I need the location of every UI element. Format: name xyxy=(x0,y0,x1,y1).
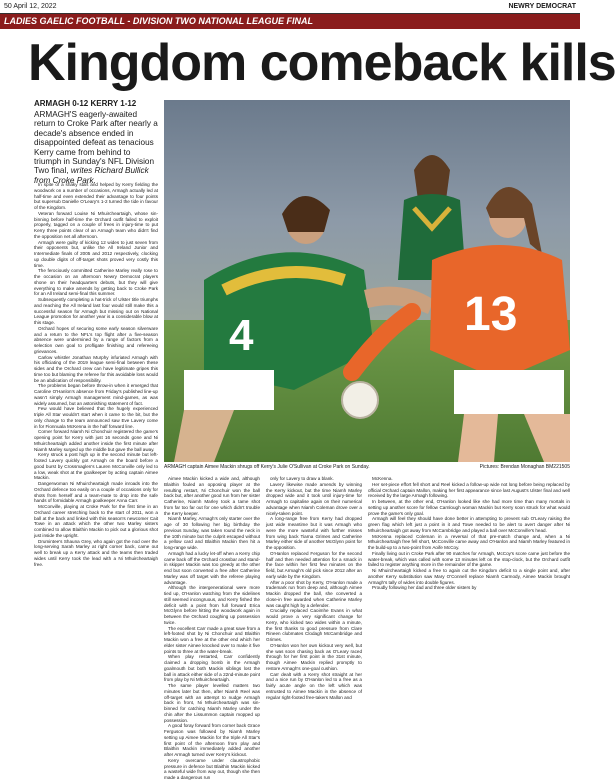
article-column-2 xyxy=(164,476,261,780)
svg-text:13: 13 xyxy=(464,288,518,341)
article-paragraph: Crucially replaced Caoimhe Evans in what would prove a very significant change for Kerry, who kicked two wides within a minute, the first thanks to good pressure from Clare Rineen clubmates Clodagh McCambridge and Grimes. xyxy=(266,608,362,642)
caption-text: ARMAGH captain Aimee Mackin shrugs off Kerry's Julie O'Sullivan at Croke Park on Sunday. xyxy=(164,464,370,470)
article-paragraph: Armagh had a lucky let-off when a Kerry chip came back off the Orchard crossbar and stand-in skipper Mackin was too greedy at the other end but soon converted a free after Catherine Marley was off target with the referee playing advantage. xyxy=(164,550,260,585)
article-paragraph: Few would have believed that the hugely experienced triple All Star wouldn't start when it came to the bit, but the only change to the team announced saw Eve Lavery come in for Fionnuala McKenna in the half forward line. xyxy=(34,406,158,429)
article-paragraph: Although the intergenerational were more tied up, O'Hanlon watching from the sidelines still seemed incongruous, and Kerry fished the deficit with a point from full forward Erica McGlynn before hitting the woodwork again in between the Orchard coughing up possession twice. xyxy=(164,585,260,625)
article-paragraph: Armagh will feel they should have done better in attempting to prevent sub O'Leary raising the green flag which left just a point in it and Towe needed to be alert to avert danger after Ni Mhuircheartaigh got away from McCambridge and played a ball over McConville's head. xyxy=(368,516,570,533)
article-paragraph: When play restarted, Carr confidently claimed a dropping bomb in the Armagh goalmouth but both Mackin siblings lost the ball in attack either side of a 22nd-minute point from play by Ni Mhuircheartaigh. xyxy=(164,654,260,683)
headline: Kingdom comeback kills xyxy=(28,34,616,92)
match-photo xyxy=(164,100,570,462)
article-paragraph: Dangerwoman Ni Mhuircheartaigh made inroads into the Orchard defence too easily on a couple of occasions only for shots from herself and a team-mate to drop into the safe hands of formidable Armagh goalkeeper Anna Carr. xyxy=(34,481,158,504)
article-paragraph: Drumintee's Shauna Grey, who again got the nod over the long-serving Sarah Marley at right corner back, came out well to break up a Kerry attack and the teams then traded wides until Kerry took the lead with a Ni Mhuircheartaigh free. xyxy=(34,538,158,567)
article-column-3 xyxy=(266,476,362,735)
masthead xyxy=(0,0,580,14)
lead-text: ARMAGH'S eagerly-awaited return to Croke Park after nearly a decade's absence ended in disappointed defeat as tenacious Kerry came from behind to triumph in Sunday's NFL Division Two final, xyxy=(34,110,158,176)
article-paragraph: Armagh were guilty of kicking 12 wides to just seven from their opponents but, unlike the All Ireland Junior and Intermediate finals of 2005 and 2012 respectively, clocking up double digits of off-target shots proved very costly this time. xyxy=(34,239,158,268)
article-paragraph: The problems began before throw-in when it emerged that Caroline O'Hanlon's absence from Friday's published line-up wasn't simply Armagh management mind-games, as was widely assumed, but an astonishing statement of fact. xyxy=(34,383,158,406)
article-paragraph: Carr dealt with a Kerry shot straight at her and a nice run by O'Hanlon led to a free as a fairly acute angle on the left which was entrusted to Aimee Mackin in the absence of regular right-footed free-takers Mallon and xyxy=(266,671,362,700)
article-paragraph: A long-range free from Kerry had dropped just wide meantime but it was Armagh who were the more wasteful with further misses from wing back Tiarna Grimes and Catherine Marley either side of another McGlynn point for the opposition. xyxy=(266,516,362,550)
article-paragraph: Finally living out in Croke Park after 90 matches for Armagh, McCoy's score came just before the water-break, which was called with some 13 minutes left on the stop-clock, but the Orchard outfit failed to register anything more in the remainder of the game. xyxy=(368,550,570,568)
article-paragraph: Kerry struck a post high up in the second minute but left-footed Lavery quickly got Armagh on the board before a good burst by Crossmaglen's Lauren McConville only led to a low, weak shot at the goalkeeper by acting captain Aimee Mackin. xyxy=(34,452,158,481)
article-paragraph: McKenna. xyxy=(372,476,393,481)
article-paragraph: A good foray forward from corner back Grace Ferguson was followed by Niamh Marley setting up Aimee Mackin for the triple All Star's first point of the afternoon from play and Blaithin Mackin immediately added another after Armagh turned over Kerry's kickout. xyxy=(164,723,260,757)
section-banner: LADIES GAELIC FOOTBALL - DIVISION TWO NATIONAL LEAGUE FINAL xyxy=(0,14,580,29)
photo-credit: Pictures: Brendan Monaghan BM221505 xyxy=(479,464,570,470)
article-paragraph: The ferociously committed Catherine Marley really rose to the occasion on an afternoon Newry Democrat players shone on their headquarters debuts, but they will give everything to make amends by getting back to Croke Park for an All Ireland semi-final this summer. xyxy=(34,268,158,297)
svg-text:4: 4 xyxy=(229,311,254,360)
paper-name: NEWRY DEMOCRAT xyxy=(508,3,576,10)
article-paragraph: Proudly following her dad and three older sisters by xyxy=(372,585,477,591)
article-paragraph: Carlow whistler Jonathan Murphy infuriated Armagh with his officiating of the 2019 league semi-final between these sides and the Orchard crew can have legitimate gripes this time too but blaming the referee for this avoidable loss would be an abdication of responsibility. xyxy=(34,354,158,383)
article-paragraph: McKenna replaced Coleman in a reversal of that pre-match change and, when a Ni Mhuircheartaigh free fell short, McConville came away and O'Hanlon and Niamh Marley featured in the build-up to a two-point from Aoife McCoy. xyxy=(368,533,570,550)
article-paragraph: Corner forward Niamh Ni Chonchuir registered the game's opening point for Kerry with just 16 seconds gone and Ni Mhuircheartaigh added another inside the first minute after Niamh Marley surged up the middle but gave the ball away. xyxy=(34,429,158,452)
article-paragraph: Lavery likewise made amends by winning the Kerry kickout, but the time Niamh Marley dropped wide and it took until injury-time for Armagh to capitalise again on their numerical advantage when Niamh Coleman drove over a nicely-taken point. xyxy=(266,481,362,516)
article-column-1 xyxy=(34,182,158,735)
article-paragraph: Niamh Marley, Armagh's only starter over the age of 30 following her big birthday the previous Sunday, was taken round the neck in the 10th minute but the culprit escaped without a yellow card and Blaithin Mackin then hit a long-range wide. xyxy=(164,516,260,550)
article-paragraph: only for Lavery to draw a blank. xyxy=(270,476,334,481)
photo-caption xyxy=(164,464,570,471)
article-paragraph: In between, at the other end, O'Hanlon looked like she had more time than many mortals in setting up another score for fellow Carnlough woman Mackin but Kerry soon struck for what would prove the game's only goal. xyxy=(368,499,570,516)
article-paragraph: O'Hanlon won her own kickout very well, but she was soon chasing back as O'Leary raced through for her first point in the 31st minute, though Aimee Mackin replied promptly to restore Armagh's one-goal cushion. xyxy=(266,642,362,671)
article-paragraph: Aimee Mackin kicked a wide and, although Blaithin fouled an opposing player at the resulting restart, Ni Chonchuir won the ball back but, after another good run from her sister Catherine, Niamh Marley took a tame shot from far too far out for one which didn't trouble the Kerry keeper. xyxy=(164,476,261,516)
match-photo-image xyxy=(164,100,570,462)
article-paragraph: O'Hanlon replaced Ferguson for the second half and then needed attention for a smack in the face within her first few minutes on the field, but Armagh's old pick since 2012 after an early wide by the Kingdom. xyxy=(266,550,362,579)
article-paragraph: The same player levelled matters two minutes later but then, after Niamh Reel was off-target with an attempt to nudge Armagh back in front, Ni Mhuircheartaigh was sin-binned for catching Niamh Marley under the chin after the Lissummon captain mopped up possession. xyxy=(164,683,260,723)
article-paragraph: Subsequently completing a hat-trick of Ulster title triumphs and reaching the All Ireland last four would still make this a successful season for Armagh but missing out on National League promotion for another year is a considerable blow at this stage. xyxy=(34,297,158,325)
article-paragraph: The excellent Carr made a great save from a left-footed shot by Ni Chonchuir and Blaithin Mackin won a free at the other end which her elder sister Aimee knocked over to make it five points to three at the water-break. xyxy=(164,625,260,654)
article-column-4 xyxy=(368,476,570,735)
article-paragraph: McConville, playing at Croke Park for the first time in an Orchard career stretching back to the start of 2011, won a ball at the back and linked with this season's newcomer Cait Towe in an attack which the other two Marley sisters combined to allow Blaithin Mackin to pick out a glorious shot just inside the upright. xyxy=(34,504,158,538)
article-paragraph: Ni Mhuircheartaigh kicked a free to again cut the Kingdom deficit to a single point and, after another Kerry substitution saw Mary O'Connell replace Niamh Carmody, Aimee Mackin brought Armagh's tally of wides into double figures. xyxy=(368,568,570,585)
scoreline: ARMAGH 0-12 KERRY 1-12 xyxy=(34,99,137,108)
lead-paragraph xyxy=(34,110,158,185)
article-paragraph: In spite of a shaky start and helped by Kerry fielding the woodwork on a number of occasions, Armagh actually led at half-time and even extended their advantage to four points but supersub Danielle O'Leary's 1-2 turned the tide in favour of the Kingdom. xyxy=(34,182,158,210)
article-paragraph: Kerry overcame under claustrophobic pressure in defence but Blaithin Mackin kicked a wasteful wide from way out, though she then made a dangerous run xyxy=(164,757,260,780)
article-paragraph: Her set-piece effort fell short and Reel kicked a follow-up wide not long before being replaced by official Orchard captain Mallon, making her first appearance since last August's Ulster final and well received by the large Armagh following. xyxy=(368,481,570,499)
byline: writes Richard Bullick from Croke Park. xyxy=(34,166,149,185)
page-date: 50 April 12, 2022 xyxy=(4,3,57,10)
article-paragraph: Veteran forward Louise Ni Mhuircheartaigh, whose sin-binning before half-time the Orchard outfit failed to exploit properly, tagged on a couple of frees in injury-time to put Kerry three points clear of an Armagh team who didn't find the opposition net all afternoon. xyxy=(34,210,158,239)
article-paragraph: After a poor shot by Kerry, O'Hanlon made a trademark run from deep and, although Aimee Mackin dropped the ball, she converted a close-in free awarded when Catherine Marley was caught high by a defender. xyxy=(266,579,362,608)
article-paragraph: Orchard hopes of securing some early season silverware and a return to the NFL's top flight after a five-season absence were undermined by a range of factors from a selection own goal to profligate finishing and refereeing grievances. xyxy=(34,325,158,354)
